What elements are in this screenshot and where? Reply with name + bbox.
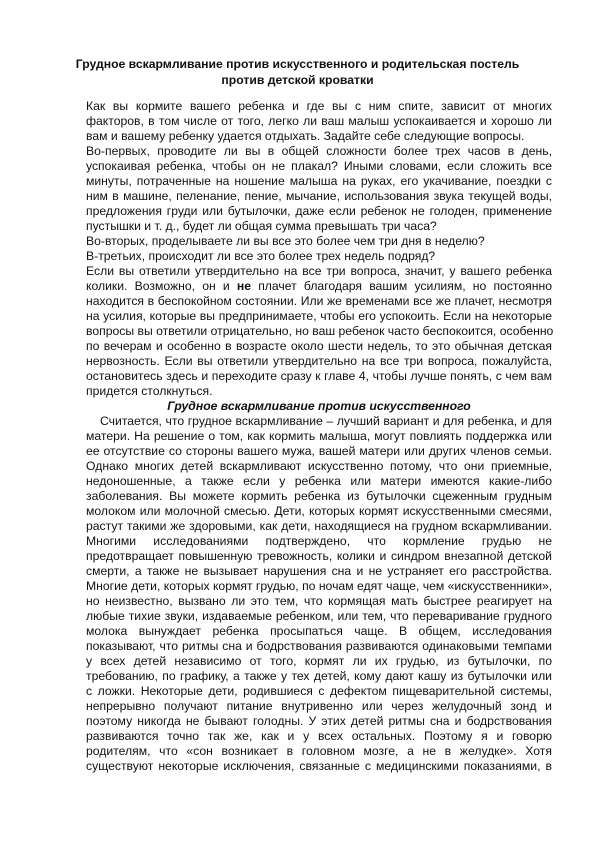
text-line: на усилия, которые вы предпринимаете, чтобы его успокоить. Если на некоторые xyxy=(86,309,552,323)
text-line: родителям, что «сон возникает в головном мозге, а не в желудке». Хотя xyxy=(86,744,552,758)
text-line: ним в машине, пеленание, пение, мычание, использования звука текущей воды, xyxy=(86,189,552,203)
section-heading: Грудное вскармливание против искусственного xyxy=(167,399,471,413)
text-line: смерти, а также не вызывает нарушения сна и не устраняет его расстройства. xyxy=(86,564,552,578)
text-line: минуты, потраченные на ношение малыша на руках, его укачивание, поездки с xyxy=(86,174,552,188)
text-line: матери. На решение о том, как кормить малыша, могут повлиять поддержка или xyxy=(86,429,552,443)
text-line: Однако многих детей вскармливают искусственно потому, что они приемные, xyxy=(86,459,552,473)
text-line: молоком или молочной смесью. Дети, которых кормят искусственными смесями, xyxy=(86,504,552,518)
text-line: любые тихие звуки, издаваемые ребенком, или тем, что переваривание грудного xyxy=(86,609,552,623)
text-line: успокаивая ребенка, чтобы он не плакал? Иными словами, если сложить все xyxy=(86,159,552,173)
text-line: нервозность. Если вы ответили утвердительно на все три вопроса, пожалуйста, xyxy=(86,354,552,368)
text-line: Во-вторых, проделываете ли вы все это более чем три дня в неделю? xyxy=(86,234,485,248)
text-line: поэтому никогда не бывают голодны. У этих детей ритмы сна и бодрствования xyxy=(86,714,552,728)
text-line: Считается, что грудное вскармливание – лучший вариант и для ребенка, и для xyxy=(100,414,552,428)
text-line: находится в беспокойном состоянии. Или же временами все же плачет, несмотря xyxy=(86,294,552,308)
emphasis-text: не xyxy=(236,279,252,293)
text-line: Многие дети, которых кормят грудью, по ночам едят чаще, чем «искусственники», xyxy=(86,579,553,593)
title-line: Грудное вскармливание против искусственного и родительская постель xyxy=(75,57,520,71)
text-line: недоношенные, а также если у ребенка или матери имеются какие-либо xyxy=(86,474,552,488)
text-line: пустышки и т. д., будет ли общая сумма превышать три часа? xyxy=(86,219,437,233)
text-line: Как вы кормите вашего ребенка и где вы с ним спите, зависит от многих xyxy=(86,99,552,113)
text-line: непрерывно получают питание внутривенно или через желудочный зонд и xyxy=(86,699,552,713)
text-line: факторов, в том числе от того, легко ли ваш малыш успокаивается и хорошо ли xyxy=(86,114,552,128)
text-line: растут такими же здоровыми, как дети, находящиеся на грудном вскармливании. xyxy=(86,519,552,533)
text-line: у всех детей независимо от того, кормят ли их грудью, из бутылочки, по xyxy=(86,654,552,668)
text-line: Если вы ответили утвердительно на все три вопроса, значит, у вашего ребенка xyxy=(86,264,552,278)
text-line: с ложки. Некоторые дети, родившиеся с дефектом пищеварительной системы, xyxy=(86,684,552,698)
text-line: по вечерам и особенно в возрасте около шести недель, то это обычная детская xyxy=(86,339,552,353)
text-line: но неизвестно, вызвано ли это тем, что кормящая мать быстрее реагирует на xyxy=(86,594,552,608)
text-line: вопросы вы ответили отрицательно, но ваш ребенок часто беспокоится, особенно xyxy=(86,324,554,338)
text-line: требованию, по графику, а также у тех детей, кому дают кашу из бутылочки или xyxy=(86,669,552,683)
text-run: колики. Возможно, он и xyxy=(86,279,237,293)
text-line: ее отсутствие со стороны вашего мужа, вашей матери или других членов семьи. xyxy=(86,444,552,458)
text-line: вам и вашему ребенку удается отдыхать. Задайте себе следующие вопросы. xyxy=(86,129,525,143)
text-line-with-emphasis xyxy=(86,279,552,294)
text-line: Многими исследованиями подтверждено, что кормление грудью не xyxy=(86,534,552,548)
text-line: В-третьих, происходит ли все это более трех недель подряд? xyxy=(86,249,436,263)
text-line: придется столкнуться. xyxy=(86,384,213,398)
text-line: Во-первых, проводите ли вы в общей сложности более трех часов в день, xyxy=(86,144,552,158)
text-line: предотвращает повышенную тревожность, колики и синдром внезапной детской xyxy=(86,549,552,563)
title-line: против детской кроватки xyxy=(221,73,374,87)
document-title xyxy=(60,56,535,88)
text-run: плачет благодаря вашим усилиям, но постоянно xyxy=(251,279,552,293)
text-line: развиваются точно так же, как и у всех остальных. Поэтому я и говорю xyxy=(86,729,552,743)
text-line: предложения груди или бутылочки, даже если ребенок не голоден, применение xyxy=(86,204,552,218)
text-line: заболевания. Вы можете кормить ребенка из бутылочки сцеженным грудным xyxy=(86,489,552,503)
text-line: молока вынуждает ребенка просыпаться чаще. В общем, исследования xyxy=(86,624,552,638)
text-line: существуют некоторые исключения, связанные с медицинскими показаниями, в xyxy=(86,759,552,773)
text-line: показывают, что ритмы сна и бодрствования развиваются одинаковыми темпами xyxy=(86,639,552,653)
text-line: остановитесь здесь и переходите сразу к главе 4, чтобы лучше понять, с чем вам xyxy=(86,369,552,383)
